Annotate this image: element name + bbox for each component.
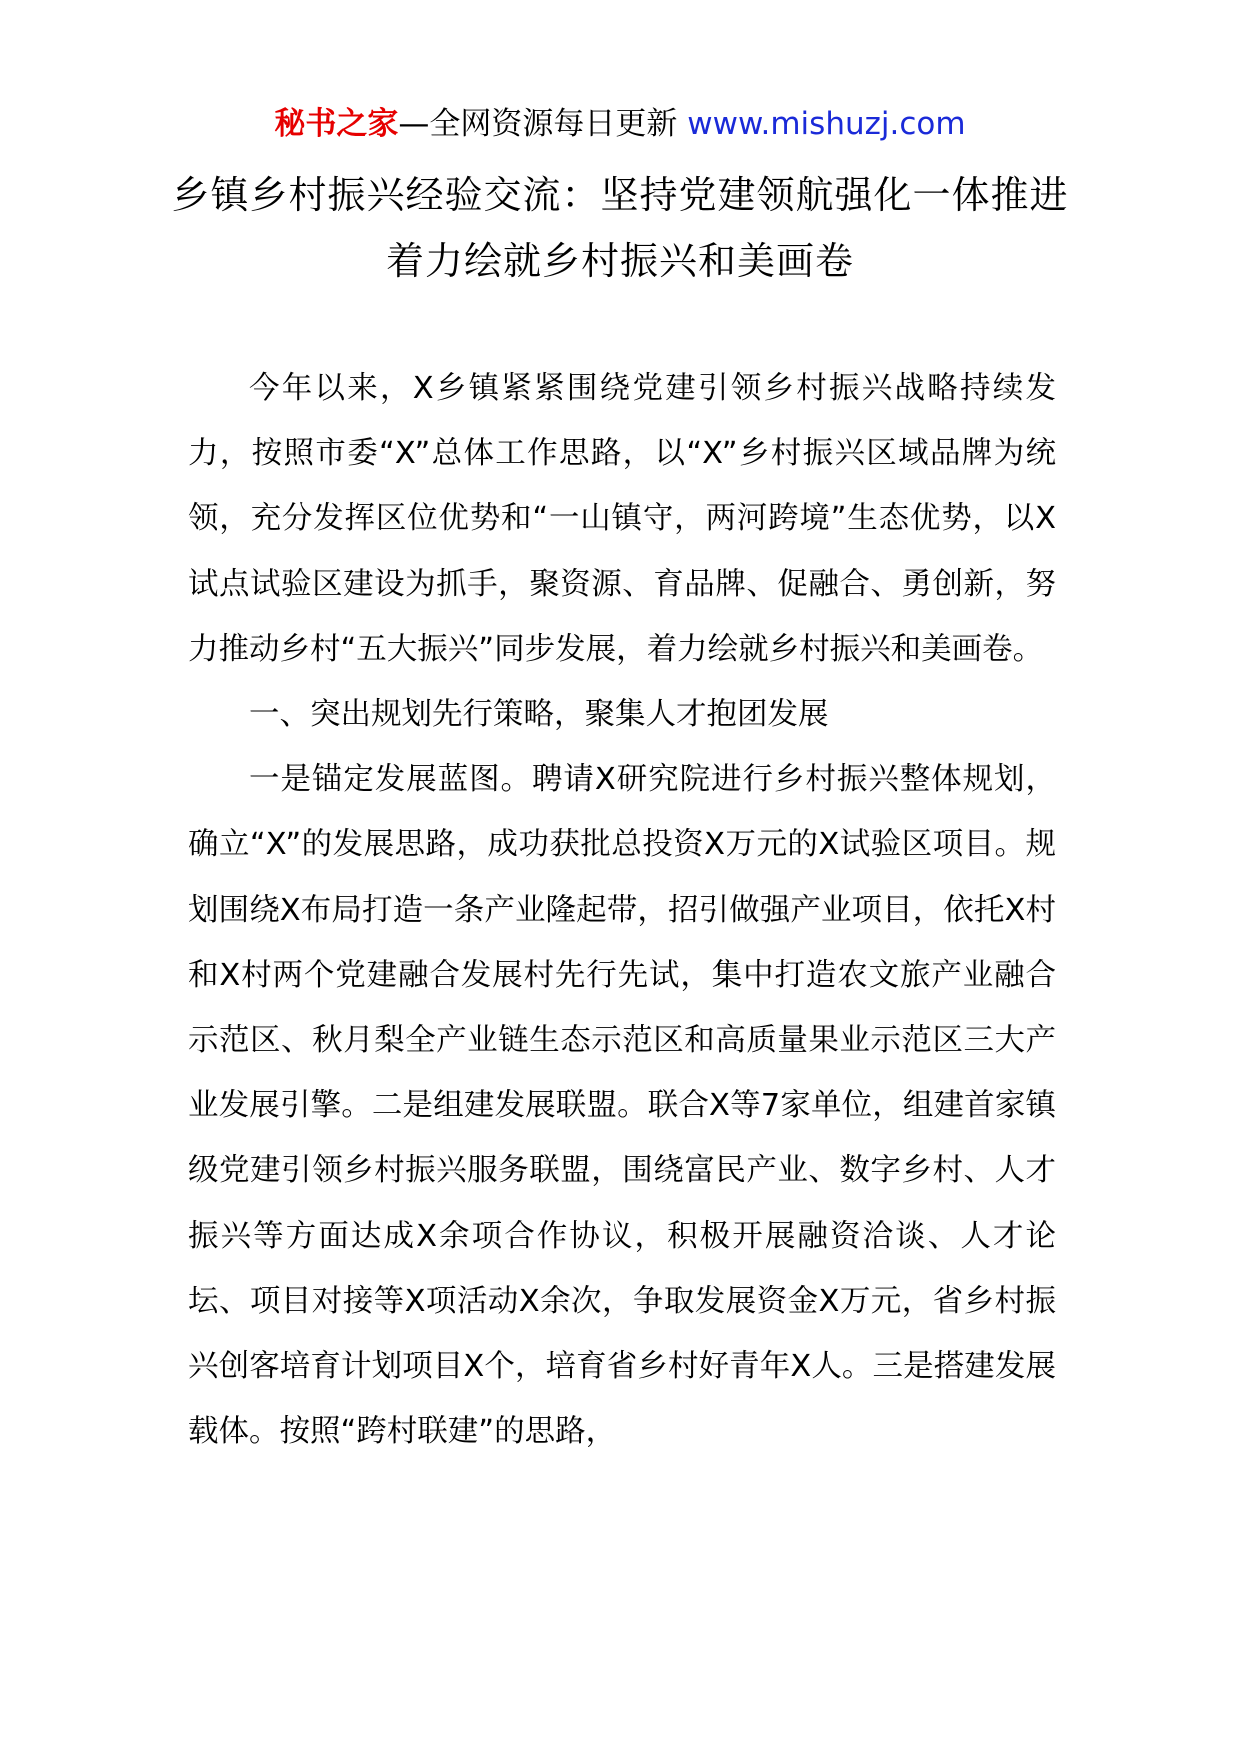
document-body bbox=[188, 356, 1056, 1464]
document-title: 乡镇乡村振兴经验交流：坚持党建领航强化一体推进着力绘就乡村振兴和美画卷 bbox=[171, 173, 1069, 283]
brand-name: 秘书之家 bbox=[274, 106, 399, 142]
section-heading: 一、突出规划先行策略，聚集人才抱团发展 bbox=[249, 697, 829, 733]
page-header bbox=[0, 102, 1240, 146]
body-paragraph: 一是锚定发展蓝图。聘请X研究院进行乡村振兴整体规划，确立“X”的发展思路，成功获批总投资X万元的X试验区项目。规划围绕X布局打造一条产业隆起带，招引做强产业项目，依托X村和X村两个党建融合发展村先行先试，集中打造农文旅产业融合示范区、秋月梨全产业链生态示范区和高质量果业示范区三大产业发展引擎。二是组建发展联盟。联合X等7家单位，组建首家镇级党建引领乡村振兴服务联盟，围绕富民产业、数字乡村、人才振兴等方面达成X余项合作协议，积极开展融资洽谈、人才论坛、项目对接等X项活动X余次，争取发展资金X万元，省乡村振兴创客培育计划项目X个，培育省乡村好青年X人。三是搭建发展载体。按照“跨村联建”的思路， bbox=[188, 762, 1056, 1450]
site-link[interactable]: www.mishuzj.com bbox=[687, 106, 966, 142]
intro-paragraph: 今年以来，X乡镇紧紧围绕党建引领乡村振兴战略持续发力，按照市委“X”总体工作思路，以“X”乡村振兴区域品牌为统领，充分发挥区位优势和“一山镇守，两河跨境”生态优势，以X试点试验区建设为抓手，聚资源、育品牌、促融合、勇创新，努力推动乡村“五大振兴”同步发展，着力绘就乡村振兴和美画卷。 bbox=[188, 371, 1056, 667]
header-slogan: —全网资源每日更新 bbox=[398, 106, 678, 142]
